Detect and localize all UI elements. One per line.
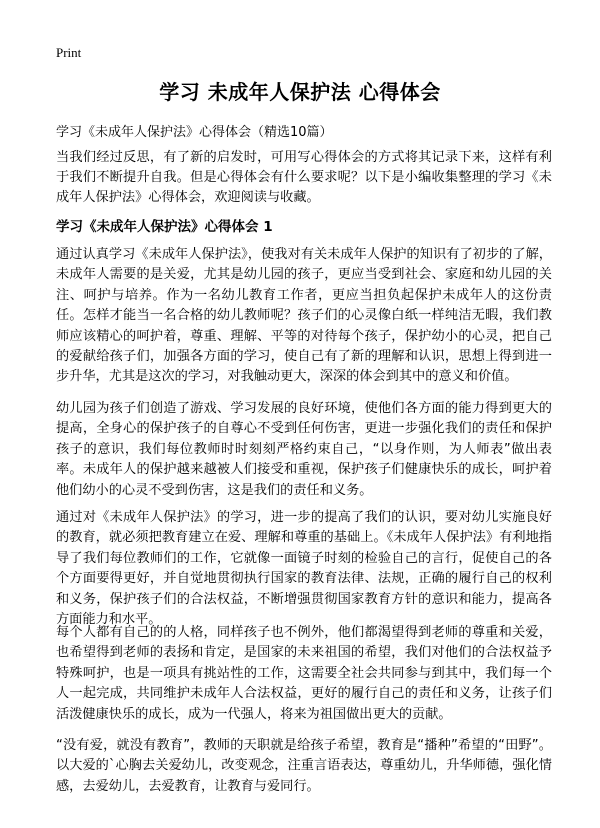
body-paragraph-3: 通过对《未成年人保护法》的学习，进一步的提高了我们的认识，要对幼儿实施良好的教育，就必须把教育建立在爱、理解和尊重的基础上。《未成年人保护法》有利地指导了我们每位教师们的工作，它就像一面镜子时刻的检验自己的言行，促使自己的各个方面要得更好，并自觉地贯彻执行国家的教育法律、法规，正确的履行自己的权利和义务，保护孩子们的合法权益，不断增强贯彻国家教育方针的意识和能力，提高各方面能力和水平。 xyxy=(56,510,552,628)
intro-paragraph: 当我们经过反思，有了新的启发时，可用写心得体会的方式将其记录下来，这样有利于我们不断提升自我。但是心得体会有什么要求呢？以下是小编收集整理的学习《未成年人保护法》心得体会，欢迎阅读与收藏。 xyxy=(56,150,552,205)
body-paragraph-1: 通过认真学习《未成年人保护法》，使我对有关未成年人保护的知识有了初步的了解，未成年人需要的是关爱，尤其是幼儿园的孩子，更应当受到社会、家庭和幼儿园的关注、呵护与培养。作为一名幼儿教育工作者，更应当担负起保护未成年人的这份责任。怎样才能当一名合格的幼儿教师呢？孩子们的心灵像白纸一样纯洁无暇，我们教师应该精心的呵护着，尊重、理解、平等的对待每个孩子，保护幼小的心灵，把自己的爱献给孩子们，加强各方面的学习，使自己有了新的理解和认识，思想上得到进一步升华，尤其是这次的学习，对我触动更大，深深的体会到其中的意义和价值。 xyxy=(56,247,552,385)
document-subtitle: 学习《未成年人保护法》心得体会（精选10篇） xyxy=(56,125,333,140)
body-paragraph-4: 每个人都有自己的的人格，同样孩子也不例外，他们都渴望得到老师的尊重和关爱，也希望得到老师的表扬和肯定，是国家的未来祖国的希望，我们对他们的合法权益予特殊呵护，也是一项具有挑站性的工作，这需要全社会共同参与到其中，我们每一个人一起完成，共同维护未成年人合法权益，更好的履行自己的责任和义务，让孩子们活泼健康快乐的成长，成为一代强人，将来为祖国做出更大的贡献。 xyxy=(56,625,552,722)
body-paragraph-2: 幼儿园为孩子们创造了游戏、学习发展的良好环境，使他们各方面的能力得到更大的提高，全身心的保护孩子的自尊心不受到任何伤害，更进一步强化我们的责任和保护孩子的意识，我们每位教师时时刻刻严格约束自己，“以身作则，为人师表”做出表率。未成年人的保护越来越被人们接受和重视，保护孩子们健康快乐的成长，呵护着他们幼小的心灵不受到伤害，这是我们的责任和义务。 xyxy=(56,401,552,498)
document-title: 学习 未成年人保护法 心得体会 xyxy=(159,80,441,104)
print-link[interactable]: Print xyxy=(56,45,82,60)
section-heading: 学习《未成年人保护法》心得体会 1 xyxy=(56,219,273,235)
body-paragraph-5: “没有爱，就没有教育”，教师的天职就是给孩子希望，教育是“播种”希望的“田野”。以大爱的`心胸去关爱幼儿，改变观念，注重言语表达，尊重幼儿，升华师德，强化情感，去爱幼儿，去爱教育，让教育与爱同行。 xyxy=(56,738,552,794)
